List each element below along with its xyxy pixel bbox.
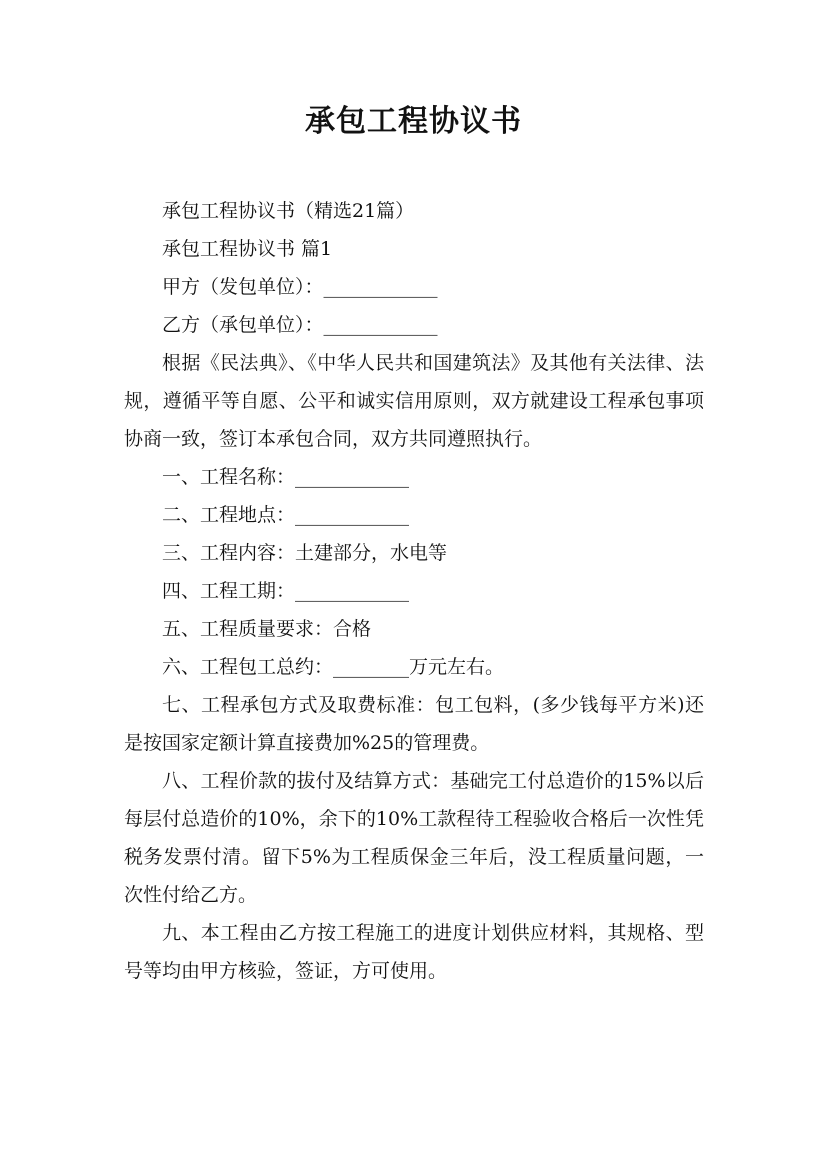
document-title: 承包工程协议书 (305, 104, 522, 139)
document-body (124, 192, 704, 990)
party-a-line: 甲方（发包单位）：____________ (162, 276, 438, 298)
preamble-paragraph: 根据《民法典》、《中华人民共和国建筑法》及其他有关法律、法规，遵循平等自愿、公平和诚实信用原则，双方就建设工程承包事项协商一致，签订本承包合同，双方共同遵照执行。 (124, 352, 704, 450)
subtitle-paragraph: 承包工程协议书（精选21篇） (162, 200, 415, 222)
clause-project-location: 二、工程地点：____________ (162, 504, 410, 526)
party-b-line: 乙方（承包单位）：____________ (162, 314, 438, 336)
clause-project-name: 一、工程名称：____________ (162, 466, 410, 488)
clause-payment-settlement: 八、工程价款的拔付及结算方式：基础完工付总造价的15%以后每层付总造价的10%，余下的10%工款程待工程验收合格后一次性凭税务发票付清。留下5%为工程质保金三年后，没工程质量问题，一次性付给乙方。 (124, 770, 704, 906)
clause-quality-requirement: 五、工程质量要求：合格 (162, 618, 372, 640)
clause-material-supply: 九、本工程由乙方按工程施工的进度计划供应材料，其规格、型号等均由甲方核验，签证，方可使用。 (124, 922, 704, 982)
clause-project-duration: 四、工程工期：____________ (162, 580, 410, 602)
clause-project-content: 三、工程内容：土建部分，水电等 (162, 542, 448, 564)
clause-contract-method: 七、工程承包方式及取费标准：包工包料，(多少钱每平方米)还是按国家定额计算直接费加%25的管理费。 (124, 694, 704, 754)
clause-total-contract: 六、工程包工总约：________万元左右。 (162, 656, 505, 678)
section-heading: 承包工程协议书 篇1 (162, 238, 333, 260)
